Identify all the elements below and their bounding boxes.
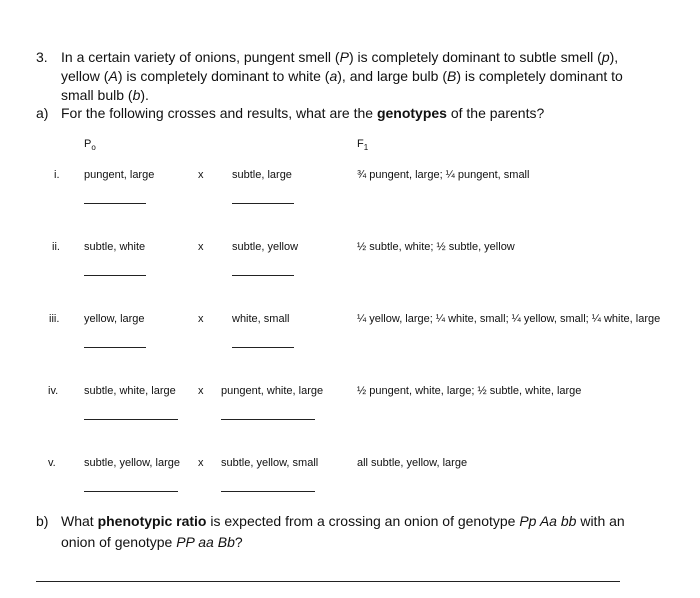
row-number: iv. — [48, 385, 59, 397]
parent2-phenotype: subtle, yellow, small — [221, 457, 319, 469]
parent1-genotype-blank[interactable] — [84, 203, 146, 204]
parent2-phenotype: subtle, large — [232, 169, 292, 181]
cross-symbol: x — [198, 457, 204, 469]
parent1-genotype-blank[interactable] — [84, 419, 178, 420]
part-b-marker: b) — [36, 513, 49, 529]
header-f1: $F_1$ — [357, 138, 369, 153]
f1-result: ¾ pungent, large; ¼ pungent, small — [357, 169, 530, 181]
f1-result: all subtle, yellow, large — [357, 457, 468, 469]
part-b-answer-line[interactable] — [36, 581, 620, 582]
parent2-genotype-blank[interactable] — [221, 491, 315, 492]
question-stem-line2: yellow (A) is completely dominant to white (a), and large bulb (B) is completely dominant to — [61, 68, 623, 84]
part-b-prompt-line1: What phenotypic ratio is expected from a crossing an onion of genotype Pp Aa bb with an — [61, 513, 625, 529]
row-number: v. — [48, 457, 56, 469]
parent2-genotype-blank[interactable] — [232, 203, 294, 204]
parent1-genotype-blank[interactable] — [84, 491, 178, 492]
parent1-phenotype: subtle, white, large — [84, 385, 176, 397]
parent2-genotype-blank[interactable] — [221, 419, 315, 420]
row-number: i. — [54, 169, 60, 181]
f1-result: ¼ yellow, large; ¼ white, small; ¼ yellow, small; ¼ white, large — [357, 313, 661, 325]
question-number: 3. — [36, 49, 48, 65]
cross-symbol: x — [198, 241, 204, 253]
part-b-prompt-line2: onion of genotype PP aa Bb? — [61, 534, 243, 550]
parent2-genotype-blank[interactable] — [232, 347, 294, 348]
parent2-phenotype: subtle, yellow — [232, 241, 299, 253]
parent2-phenotype: white, small — [232, 313, 290, 325]
row-number: ii. — [52, 241, 60, 253]
question-stem-line3: small bulb (b). — [61, 87, 149, 103]
question-stem-line1: In a certain variety of onions, pungent smell (P) is completely dominant to subtle smell (p), — [61, 49, 619, 65]
parent2-genotype-blank[interactable] — [232, 275, 294, 276]
parent1-genotype-blank[interactable] — [84, 275, 146, 276]
f1-result: ½ subtle, white; ½ subtle, yellow — [357, 241, 515, 253]
parent1-phenotype: yellow, large — [84, 313, 145, 325]
parent1-phenotype: pungent, large — [84, 169, 155, 181]
f1-result: ½ pungent, white, large; ½ subtle, white, large — [357, 385, 582, 397]
row-number: iii. — [49, 313, 60, 325]
cross-symbol: x — [198, 385, 204, 397]
parent2-phenotype: pungent, white, large — [221, 385, 324, 397]
parent1-phenotype: subtle, yellow, large — [84, 457, 180, 469]
part-a-marker: a) — [36, 105, 49, 121]
parent1-genotype-blank[interactable] — [84, 347, 146, 348]
cross-symbol: x — [198, 313, 204, 325]
parent1-phenotype: subtle, white — [84, 241, 146, 253]
part-a-prompt: For the following crosses and results, what are the genotypes of the parents? — [61, 105, 545, 121]
header-parents: $P_o$ — [84, 138, 96, 153]
cross-symbol: x — [198, 169, 204, 181]
